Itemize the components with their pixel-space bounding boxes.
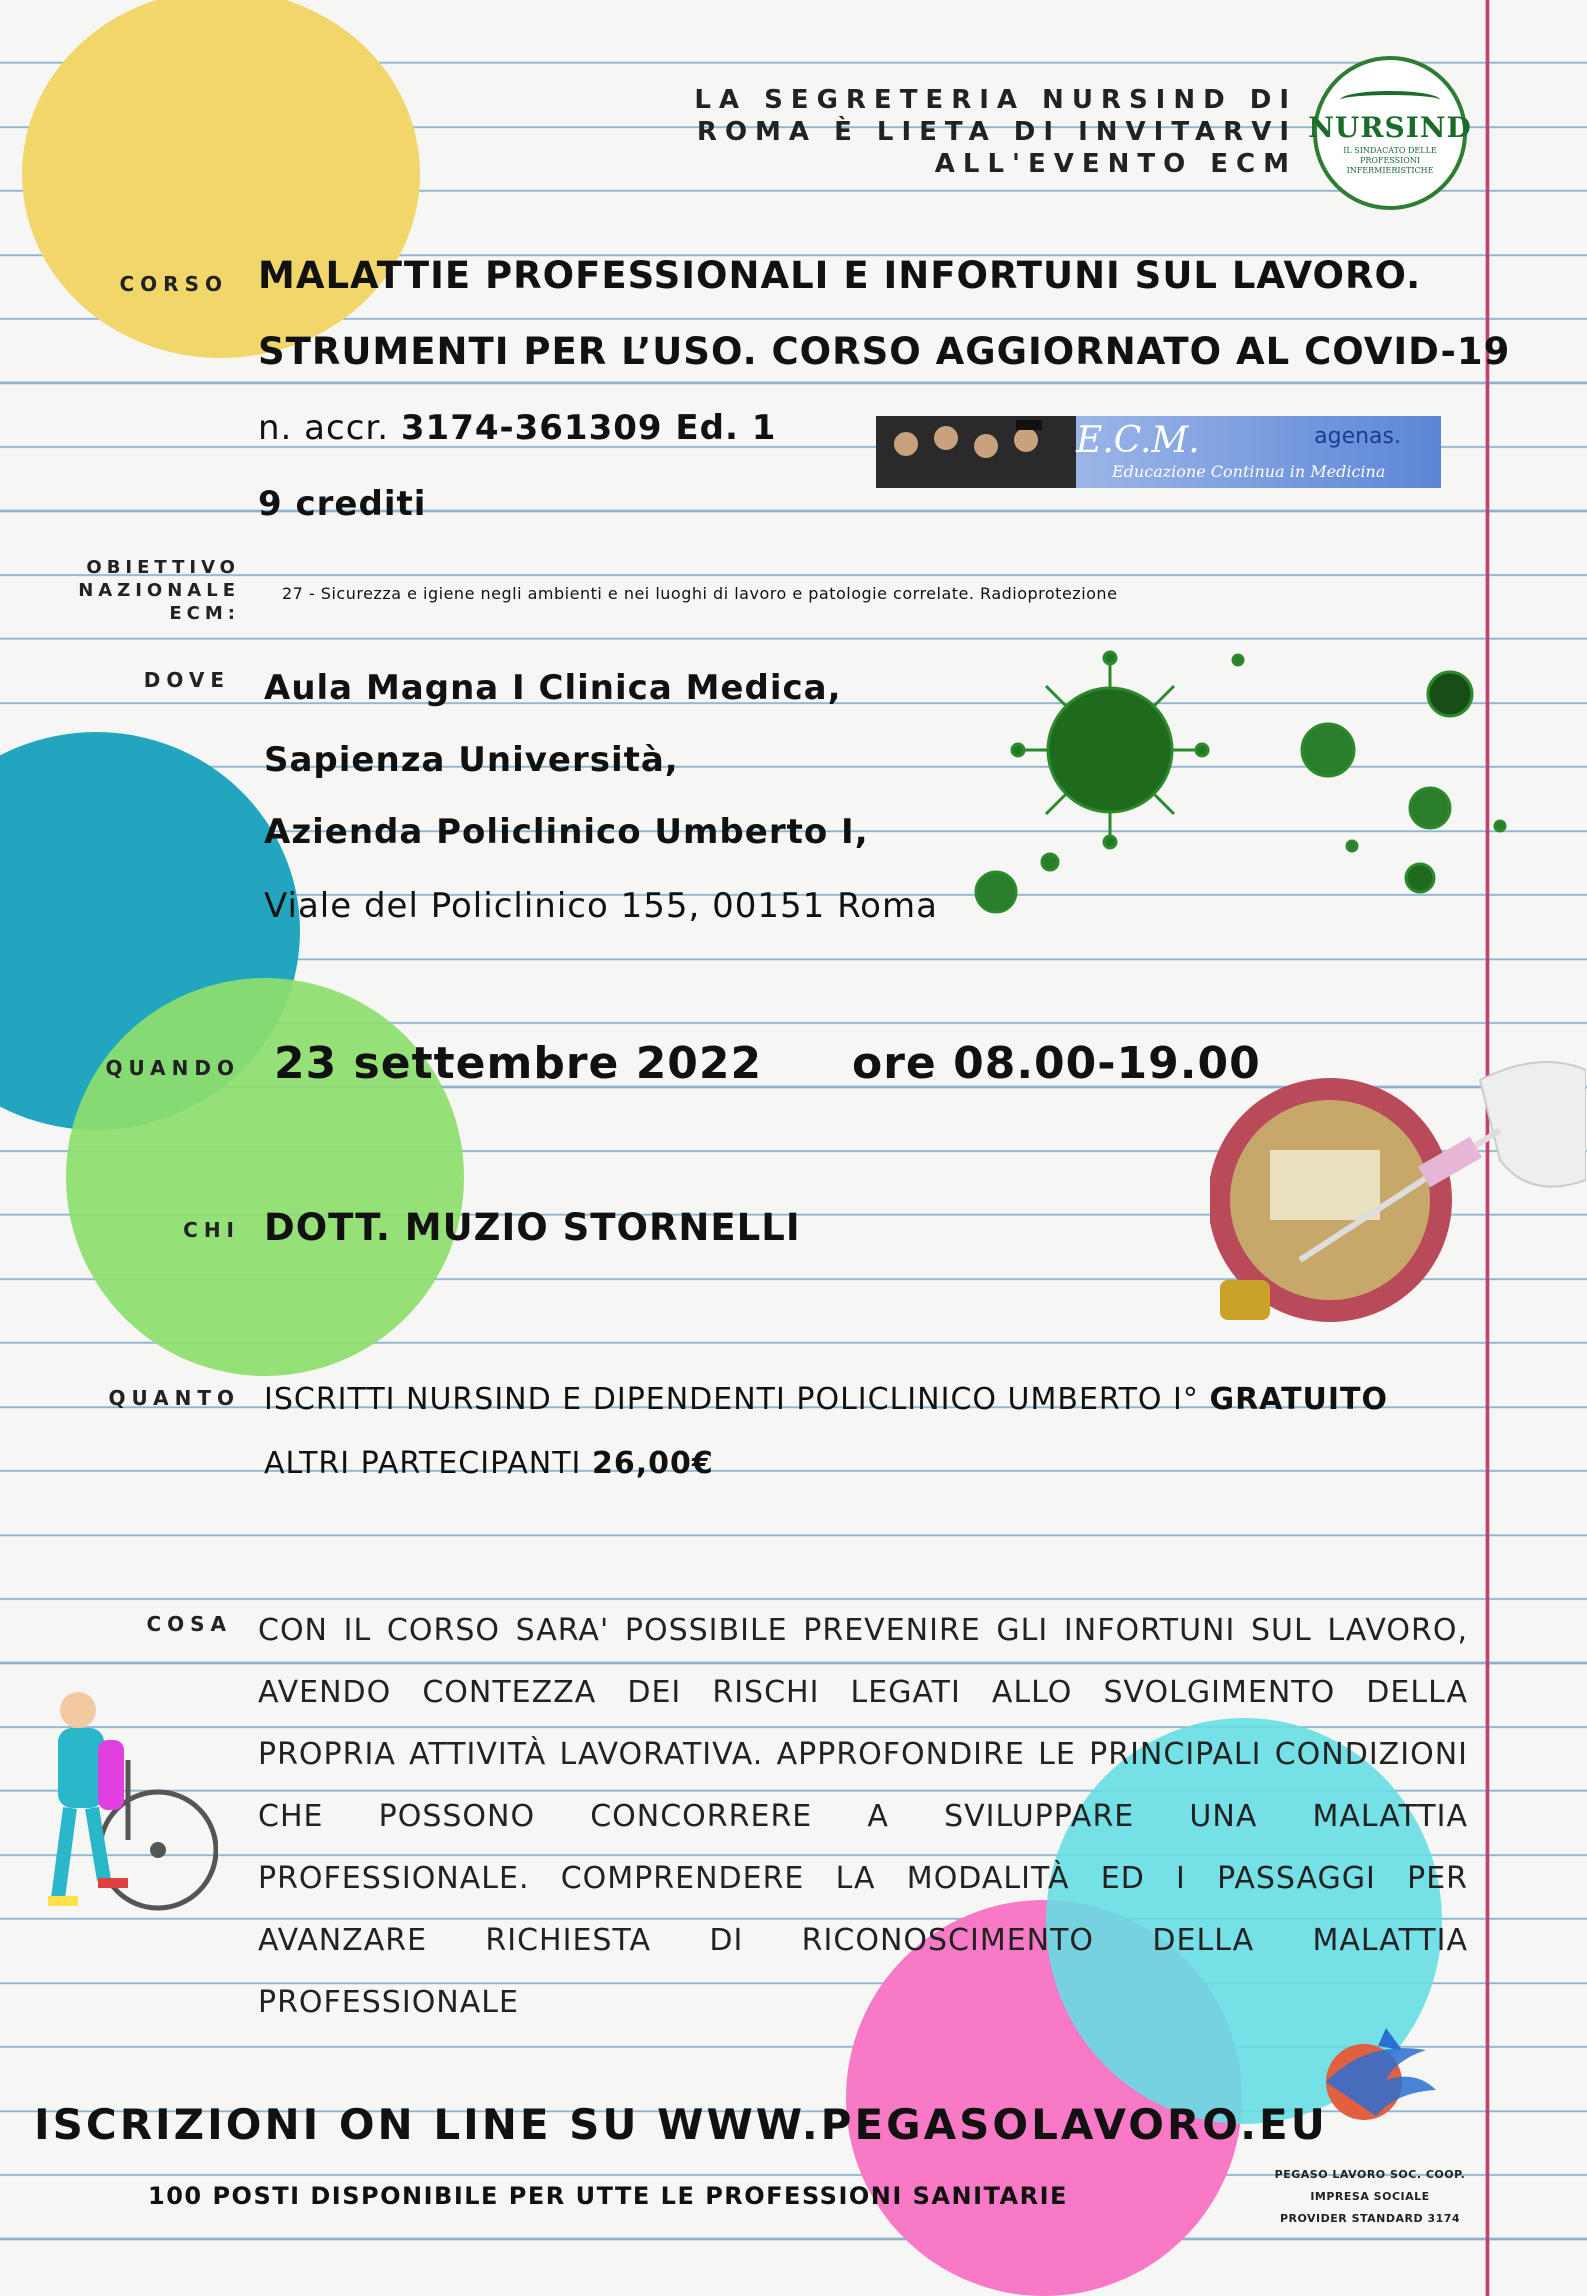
quanto-line2-text: ALTRI PARTECIPANTI [264,1446,582,1481]
virus-illustration [960,640,1520,930]
quando-time: ore 08.00-19.00 [852,1038,1261,1089]
course-title-line2: STRUMENTI PER L’USO. CORSO AGGIORNATO AL COVID-19 [258,330,1511,373]
nurse-wheelchair-illustration [18,1690,218,1920]
credits: 9 crediti [258,484,427,524]
obiettivo-label-line: NAZIONALE [78,580,240,601]
obiettivo-label-line: OBIETTIVO [86,557,240,578]
accreditation [258,408,776,448]
dove-line: Aula Magna I Clinica Medica, [264,668,842,708]
label-obiettivo [40,556,240,625]
quanto-line1-text: ISCRITTI NURSIND E DIPENDENTI POLICLINICO UMBERTO I° [264,1382,1199,1417]
obiettivo-label-line: ECM: [169,603,240,624]
registration-url: ISCRIZIONI ON LINE SU WWW.PEGASOLAVORO.EU [34,2100,1328,2149]
quanto-line2 [264,1446,714,1481]
cosa-description: CON IL CORSO SARA' POSSIBILE PREVENIRE GLI INFORTUNI SUL LAVORO, AVENDO CONTEZZA DEI RISCHI LEGATI ALLO SVOLGIMENTO DELLA PROPRIA ATTIVITÀ LAVORATIVA. APPROFONDIRE LE PRINCIPALI CONDIZIONI CHE POSSONO CONCORRERE A SVILUPPARE UNA MALATTIA PROFESSIONALE. COMPRENDERE LA MODALITÀ ED I PASSAGGI PER AVANZARE RICHIESTA DI RICONOSCIMENTO DELLA MALATTIA PROFESSIONALE [258,1613,1468,2020]
chi-name: DOTT. MUZIO STORNELLI [264,1206,801,1249]
pegaso-line: PROVIDER STANDARD 3174 [1279,2212,1461,2225]
quanto-free-badge: GRATUITO [1209,1382,1389,1417]
ecm-title: E.C.M. [1076,420,1200,461]
label-chi: CHI [183,1218,240,1242]
dove-line: Sapienza Università, [264,740,679,780]
quanto-price: 26,00€ [591,1446,714,1481]
agenas-brand: agenas. [1314,424,1401,449]
accreditation-number: 3174-361309 Ed. 1 [400,408,777,448]
label-quando: QUANDO [105,1056,240,1080]
logo-brand: NURSIND [1308,110,1472,144]
dove-address: Viale del Policlinico 155, 00151 Roma [264,886,938,926]
label-corso: CORSO [119,272,228,296]
logo-roof-icon [1340,91,1440,109]
quando-date: 23 settembre 2022 [274,1038,763,1089]
course-title-line1: MALATTIE PROFESSIONALI E INFORTUNI SUL LAVORO. [258,254,1422,297]
nursind-logo [1308,56,1472,210]
pegaso-line: IMPRESA SOCIALE [1310,2190,1430,2203]
obiettivo-text: 27 - Sicurezza e igiene negli ambienti e nei luoghi di lavoro e patologie correlate. Radioprotezione [282,584,1118,603]
yellow-circle-decoration [22,0,420,358]
ecm-subtitle: Educazione Continua in Medicina [1112,462,1386,481]
sharps-container-image [1210,1050,1586,1350]
header-invitation [694,84,1297,180]
header-line: LA SEGRETERIA NURSIND DI [694,85,1297,115]
seats-available: 100 POSTI DISPONIBILE PER UTTE LE PROFESSIONI SANITARIE [148,2182,1068,2210]
quanto-line1 [264,1382,1388,1417]
pegaso-logo-icon [1316,2020,1446,2128]
pegaso-provider-info [1270,2164,1470,2230]
label-cosa: COSA [146,1612,232,1636]
header-line: ALL'EVENTO ECM [934,149,1297,179]
header-line: ROMA È LIETA DI INVITARVI [696,117,1297,147]
dove-line: Azienda Policlinico Umberto I, [264,812,869,852]
ecm-banner [876,416,1441,488]
label-quanto: QUANTO [108,1386,240,1410]
label-dove: DOVE [143,668,230,692]
logo-subtitle: IL SINDACATO DELLE PROFESSIONI INFERMIERISTICHE [1343,145,1437,175]
historic-doctors-image [876,416,1076,488]
accreditation-prefix: n. accr. [258,408,390,448]
pegaso-line: PEGASO LAVORO SOC. COOP. [1274,2168,1466,2181]
